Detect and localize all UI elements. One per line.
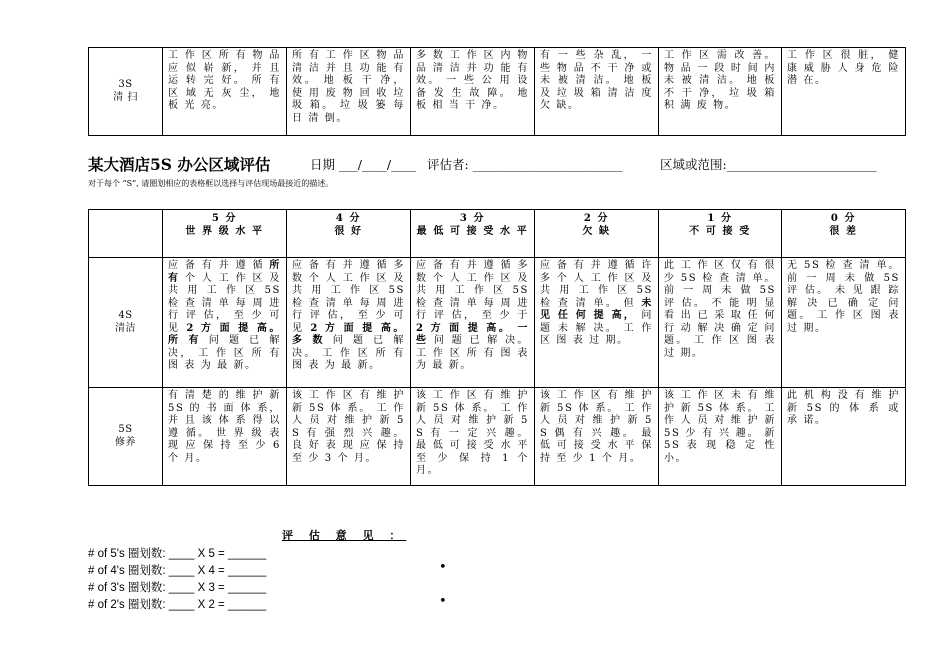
table-row-4s (89, 258, 906, 388)
cell-5s-4[interactable]: 该 工 作 区 有 维 护 新 5S 体 系。 工 作 人 员 对 维 护 新 5S 有 强 烈 兴 趣。 良 好 表 现 应 保 持 至 少 3 个 月。 (287, 388, 411, 486)
table-row-5s (89, 388, 906, 486)
row-label-3s[interactable] (89, 48, 163, 136)
cell-text: 问 题 未 解 决。 工 作 区 图 表 过 期。 (540, 310, 653, 346)
row-label-code: 3S (118, 79, 133, 90)
row-label-name: 清 扫 (113, 91, 138, 103)
header-score-0 (782, 210, 906, 258)
cell-4s-5[interactable] (163, 258, 287, 388)
cell-text: 应 备 有 并 遵 循 多 数 个 人 工 作 区 及 共 用 工 作 区 5S 检 查 清 单 每 周 进 行 评 估， 至 少 可 见 (292, 260, 405, 334)
score-line-4[interactable]: # of 4's 圈划数: ____ X 4 = ______ (88, 565, 267, 577)
score-description: 不 可 接 受 (689, 225, 751, 237)
score-line-5[interactable]: # of 5's 圈划数: ____ X 5 = ______ (88, 548, 267, 560)
score-description: 很 差 (829, 225, 858, 237)
cell-emphasis: 2 方 面 提 高。 多 数 (292, 322, 405, 346)
cell-5s-2[interactable]: 该 工 作 区 有 维 护 新 5S 体 系。 工 作 人 员 对 维 护 新 5S 偶 有 兴 趣。 最 低 可 接 受 水 平 保 持 至 少 1 个 月。 (535, 388, 659, 486)
assessor-field[interactable]: 评估者: ________________________ (427, 157, 623, 172)
cell-5s-3[interactable]: 该 工 作 区 有 维 护 新 5S 体 系。 工 作 人 员 对 维 护 新 5S 有 一 定 兴 趣。 最 低 可 接 受 水 平 至 少 保 持 1 个 月。 (411, 388, 535, 486)
comments-label: 评 估 意 见 ： (282, 529, 407, 542)
score-label: 4 分 (335, 213, 362, 224)
cell-text: 个 人 工 作 区 及 共 用 工 作 区 5S 检 查 清 单 每 周 进 行 评 估， 至 少 可 见 (168, 272, 281, 334)
score-label: 0 分 (830, 213, 857, 224)
cell-text: 问 题 已 解 决。 工 作 区 所 有 图 表 为 最 新。 (416, 335, 529, 371)
score-description: 最 低 可 接 受 水 平 (416, 225, 529, 237)
top-table (88, 47, 906, 136)
cell-emphasis: 所 有 (168, 260, 281, 284)
header-score-1 (659, 210, 782, 258)
score-description: 很 好 (334, 225, 363, 237)
score-label: 1 分 (707, 213, 733, 224)
row-label-code: 5S (118, 424, 133, 435)
score-label: 2 分 (583, 213, 610, 224)
cell-5s-0[interactable]: 此 机 构 没 有 维 护 新 5S 的 体 系 或 承 诺。 (782, 388, 906, 486)
cell-4s-3[interactable] (411, 258, 535, 388)
bullet-point: • (439, 560, 447, 575)
row-label-code: 4S (118, 310, 133, 321)
cell-text: 问 题 已 解 决， 工 作 区 所 有 图 表 为 最 新。 (168, 335, 281, 371)
area-field[interactable]: 区域或范围:________________________ (660, 157, 877, 172)
score-label: 5 分 (211, 213, 238, 224)
cell-4s-4[interactable] (287, 258, 411, 388)
instruction-text: 对于每个 “S”, 请圈划相应的表格框以选择与评估现场最接近的描述。 (88, 179, 334, 188)
cell-5s-5[interactable]: 有 清 楚 的 维 护 新 5S 的 书 面 体 系， 并 且 该 体 系 得 以 遵 循。 世 界 级 表 现 应 保 持 至 少 6 个 月。 (163, 388, 287, 486)
page-title: 某大酒店5S 办公区域评估 (88, 155, 271, 174)
cell-emphasis: 未 见 任 何 提 高， (540, 297, 653, 321)
cell-text: 应 备 有 并 遵 循 多 数 个 人 工 作 区 及 共 用 工 作 区 5S 检 查 清 单 每 周 进 行 评 估， 至 少 于 (416, 260, 529, 321)
cell-emphasis: 2 方 面 提 高。 所 有 (168, 322, 281, 346)
cell-text: 问 题 已 解 决。 工 作 区 所 有 图 表 为 最 新。 (292, 335, 405, 371)
score-line-2[interactable]: # of 2's 圈划数: ____ X 2 = ______ (88, 599, 267, 611)
score-label: 3 分 (459, 213, 486, 224)
row-label-4s[interactable] (89, 258, 163, 388)
cell-3s-0[interactable]: 工 作 区 很 脏， 健 康 威 胁 人 身 危 险 潜 在。 (782, 48, 906, 136)
cell-4s-2[interactable] (535, 258, 659, 388)
table-row-3s (89, 48, 906, 136)
row-label-name: 修养 (115, 436, 136, 448)
cell-3s-3[interactable]: 多 数 工 作 区 内 物 品 清 洁 并 功 能 有 效。 一 些 公 用 设 备 发 生 故 障。 地 板 相 当 干 净。 (411, 48, 535, 136)
cell-4s-0[interactable]: 无 5S 检 查 清 单。 前 一 周 未 做 5S 评 估。 未 见 跟 踪 解 决 已 确 定 问 题。 工 作 区 图 表 过 期。 (782, 258, 906, 388)
bullet-point: • (439, 594, 447, 609)
score-description: 欠 缺 (582, 225, 611, 237)
evaluation-table (88, 209, 906, 486)
header-score-5 (163, 210, 287, 258)
date-field[interactable]: 日期 ___/____/____ (310, 157, 417, 172)
cell-3s-2[interactable]: 有 一 些 杂 乱， 一 些 物 品 不 干 净 或 未 被 清 洁。 地 板 及 垃 圾 箱 清 洁 度 欠 缺。 (535, 48, 659, 136)
score-line-3[interactable]: # of 3's 圈划数: ____ X 3 = ______ (88, 582, 267, 594)
cell-3s-5[interactable]: 工 作 区 所 有 物 品 应 似 崭 新， 并 且 运 转 完 好。 所 有 区 域 无 灰 尘， 地 板 光 亮。 (163, 48, 287, 136)
cell-emphasis: 2 方 面 提 高。 一 些 (416, 322, 529, 346)
cell-text: 应 备 有 并 遵 循 许 多 个 人 工 作 区 及 共 用 工 作 区 5S 检 查 清 单。 但 (540, 260, 653, 309)
cell-4s-1[interactable]: 此 工 作 区 仅 有 很 少 5S 检 查 清 单。 前 一 周 未 做 5S 评 估。 不 能 明 显 看 出 已 采 取 任 何 行 动 解 决 确 定 问 题。 工 作 区 图 表 过 期。 (659, 258, 782, 388)
title-line (88, 152, 928, 174)
cell-5s-1[interactable]: 该 工 作 区 未 有 维 护 新 5S 体 系。 工 作 人 员 对 维 护 新 5S 少 有 兴 趣。 新 5S 表 现 稳 定 性 小。 (659, 388, 782, 486)
header-row (89, 210, 906, 258)
header-score-4 (287, 210, 411, 258)
cell-text: 应 备 有 并 遵 循 (168, 260, 270, 271)
header-score-2 (535, 210, 659, 258)
score-description: 世 界 级 水 平 (185, 225, 264, 237)
header-score-3 (411, 210, 535, 258)
cell-3s-1[interactable]: 工 作 区 需 改 善。 物 品 一 段 时 间 内 未 被 清 洁。 地 板 不 干 净， 垃 圾 箱 积 满 废 物。 (659, 48, 782, 136)
row-label-5s[interactable] (89, 388, 163, 486)
cell-3s-4[interactable]: 所 有 工 作 区 物 品 清 洁 并 且 功 能 有 效。 地 板 干 净， 使 用 废 物 回 收 垃 圾 箱。 垃 圾 篓 每 日 清 倒。 (287, 48, 411, 136)
header-blank-cell (89, 210, 163, 258)
row-label-name: 清洁 (115, 322, 136, 334)
